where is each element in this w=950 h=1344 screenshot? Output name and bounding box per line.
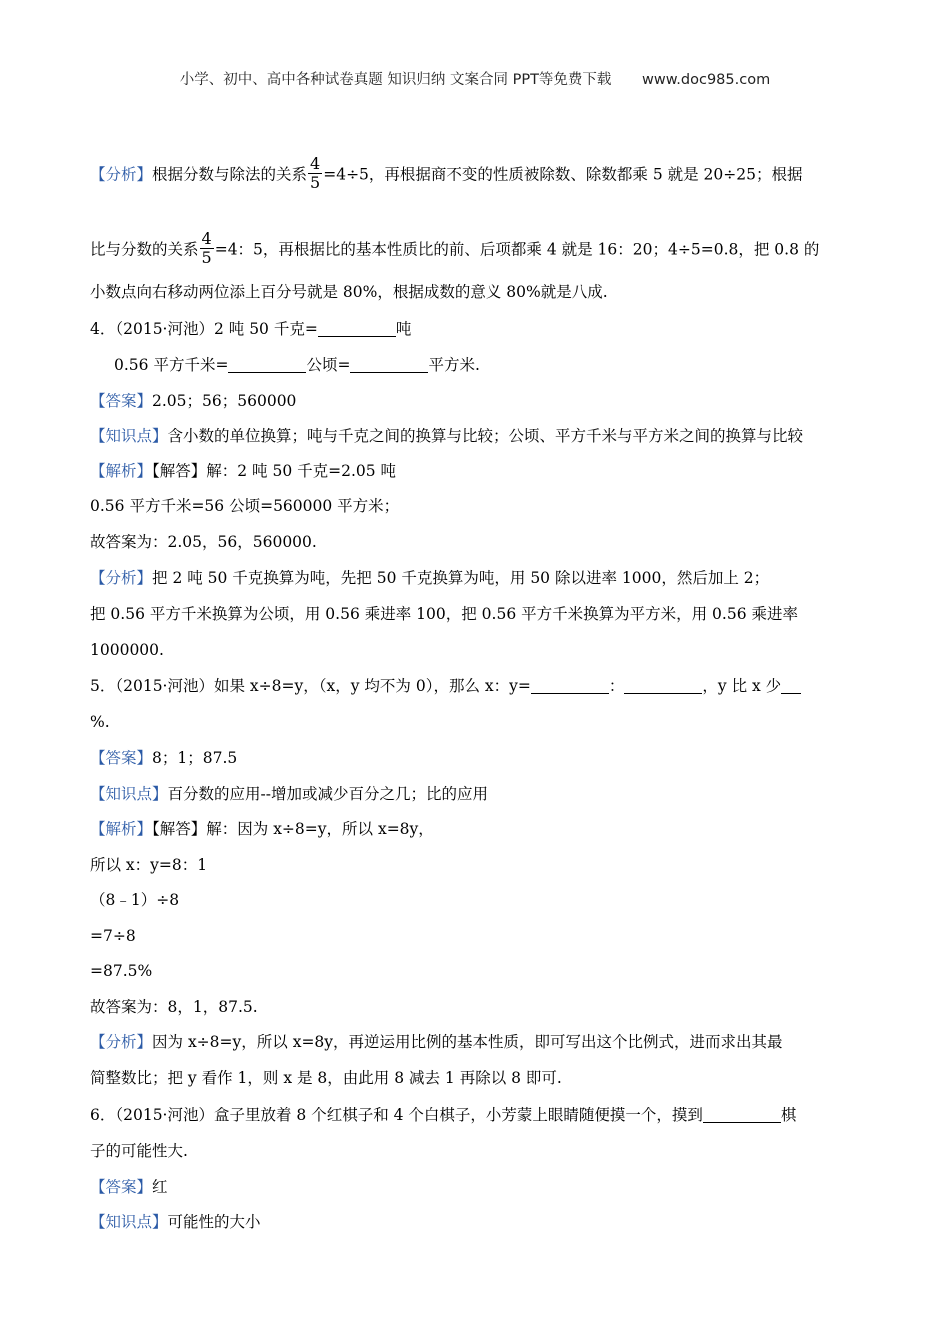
header-text: 小学、初中、高中各种试卷真题 知识归纳 文案合同 PPT等免费下载 (179, 72, 612, 88)
question-5-line-2: %. (90, 713, 110, 731)
q5-solution-6: 故答案为：8，1，87.5. (90, 998, 258, 1016)
question-6: 6．（2015·河池）盒子里放着 8 个红棋子和 4 个白棋子，小芳蒙上眼睛随便摸一个，摸到 棋 (90, 1106, 797, 1124)
analysis-line-3: 小数点向右移动两位添上百分号就是 80%，根据成数的意义 80%就是八成. (90, 283, 608, 301)
page-header (0, 68, 950, 89)
fraction: $\frac{4}{5}$ (201, 229, 212, 267)
answer-blank (703, 1106, 781, 1123)
question-6-line-2: 子的可能性大. (90, 1142, 188, 1160)
q5-analysis-2: 简整数比；把 y 看作 1，则 x 是 8，由此用 8 减去 1 再除以 8 即可. (90, 1069, 562, 1087)
fraction: $\frac{4}{5}$ (310, 154, 321, 192)
q5-solution-3: （8﹣1）÷8 (90, 891, 180, 909)
answer-blank (228, 356, 306, 373)
q5-analysis-1: 【分析】因为 x÷8=y，所以 x=8y，再逆运用比例的基本性质，即可写出这个比例式，进而求出其最 (90, 1033, 783, 1051)
q6-answer: 【答案】红 (90, 1178, 168, 1196)
q5-solution-1: 【解析】【解答】解：因为 x÷8=y，所以 x=8y， (90, 820, 434, 838)
analysis-line-1: 【分析】根据分数与除法的关系 $\frac{4}{5}$ =4÷5，再根据商不变的性质被除数、除数都乘 5 就是 20÷25；根据 (90, 154, 803, 192)
answer-blank (318, 320, 396, 337)
q6-knowledge: 【知识点】可能性的大小 (90, 1213, 261, 1231)
q4-knowledge: 【知识点】含小数的单位换算；吨与千克之间的换算与比较；公顷、平方千米与平方米之间的换算与比较 (90, 427, 804, 445)
q5-solution-4: =7÷8 (90, 927, 136, 945)
answer-blank (781, 677, 801, 694)
q4-analysis-1: 【分析】把 2 吨 50 千克换算为吨，先把 50 千克换算为吨，用 50 除以进率 1000，然后加上 2； (90, 569, 770, 587)
question-4: 4．（2015·河池）2 吨 50 千克= 吨 (90, 320, 412, 338)
q4-solution-1: 【解析】【解答】解：2 吨 50 千克=2.05 吨 (90, 462, 397, 480)
q4-solution-3: 故答案为：2.05，56，560000. (90, 533, 317, 551)
analysis-line-2: 比与分数的关系 $\frac{4}{5}$ =4：5，再根据比的基本性质比的前、后项都乘 4 就是 16：20；4÷5=0.8，把 0.8 的 (90, 229, 820, 267)
q5-knowledge: 【知识点】百分数的应用--增加或减少百分之几；比的应用 (90, 785, 488, 803)
q4-answer: 【答案】2.05；56；560000 (90, 392, 297, 410)
answer-blank (350, 356, 428, 373)
answer-blank (624, 677, 702, 694)
q4-solution-2: 0.56 平方千米=56 公顷=560000 平方米； (90, 497, 400, 515)
q5-solution-5: =87.5% (90, 962, 153, 980)
q5-solution-2: 所以 x：y=8：1 (90, 856, 208, 874)
question-4-line-2: 0.56 平方千米= 公顷= 平方米. (114, 356, 480, 374)
q5-answer: 【答案】8；1；87.5 (90, 749, 238, 767)
q4-analysis-3: 1000000. (90, 641, 164, 659)
analysis-tag: 【分析】 (90, 165, 153, 184)
question-5: 5．（2015·河池）如果 x÷8=y，（x，y 均不为 0），那么 x：y= ： ，y 比 x 少 (90, 675, 801, 697)
q4-analysis-2: 把 0.56 平方千米换算为公顷，用 0.56 乘进率 100，把 0.56 平方千米换算为平方米，用 0.56 乘进率 (90, 605, 798, 623)
answer-blank (531, 677, 609, 694)
header-site: www.doc985.com (642, 72, 771, 88)
